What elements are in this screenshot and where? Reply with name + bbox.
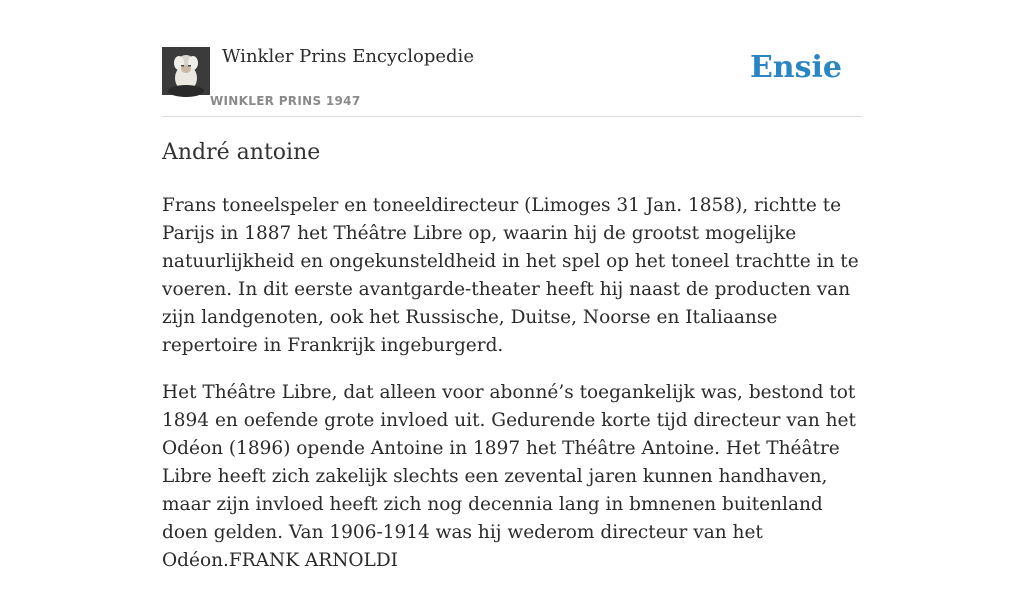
article-paragraph: Het Théâtre Libre, dat alleen voor abonné’s toegankelijk was, bestond tot 1894 en oefende grote invloed uit. Gedurende korte tijd directeur van het Odéon (1896) opende Antoine in 1897 het Théâtre Antoine. Het Théâtre Libre heeft zich zakelijk slechts een zevental jaren kunnen handhaven, maar zijn invloed heeft zich nog decennia lang in bmnenen buitenland doen gelden. Van 1906-1914 was hij wederom directeur van het Odéon.FRANK ARNOLDI <box>162 382 856 571</box>
avatar-image <box>162 47 210 95</box>
article-title: André antoine <box>162 140 321 165</box>
source-title[interactable]: Winkler Prins Encyclopedie <box>222 46 474 67</box>
source-subtitle: WINKLER PRINS 1947 <box>210 94 361 108</box>
brand-logo-link[interactable]: Ensie <box>749 50 842 85</box>
article-paragraph: Frans toneelspeler en toneeldirecteur (Limoges 31 Jan. 1858), richtte te Parijs in 1887 het Théâtre Libre op, waarin hij de grootst mogelijke natuurlijkheid en ongekunsteldheid in het spel op het toneel trachtte in te voeren. In dit eerste avantgarde-theater heeft hij naast de producten van zijn landgenoten, ook het Russische, Duitse, Noorse en Italiaanse repertoire in Frankrijk ingeburgerd. <box>162 195 859 356</box>
bearded-man-portrait-icon[interactable] <box>162 47 210 95</box>
source-header <box>162 38 862 117</box>
article-body <box>162 192 862 594</box>
